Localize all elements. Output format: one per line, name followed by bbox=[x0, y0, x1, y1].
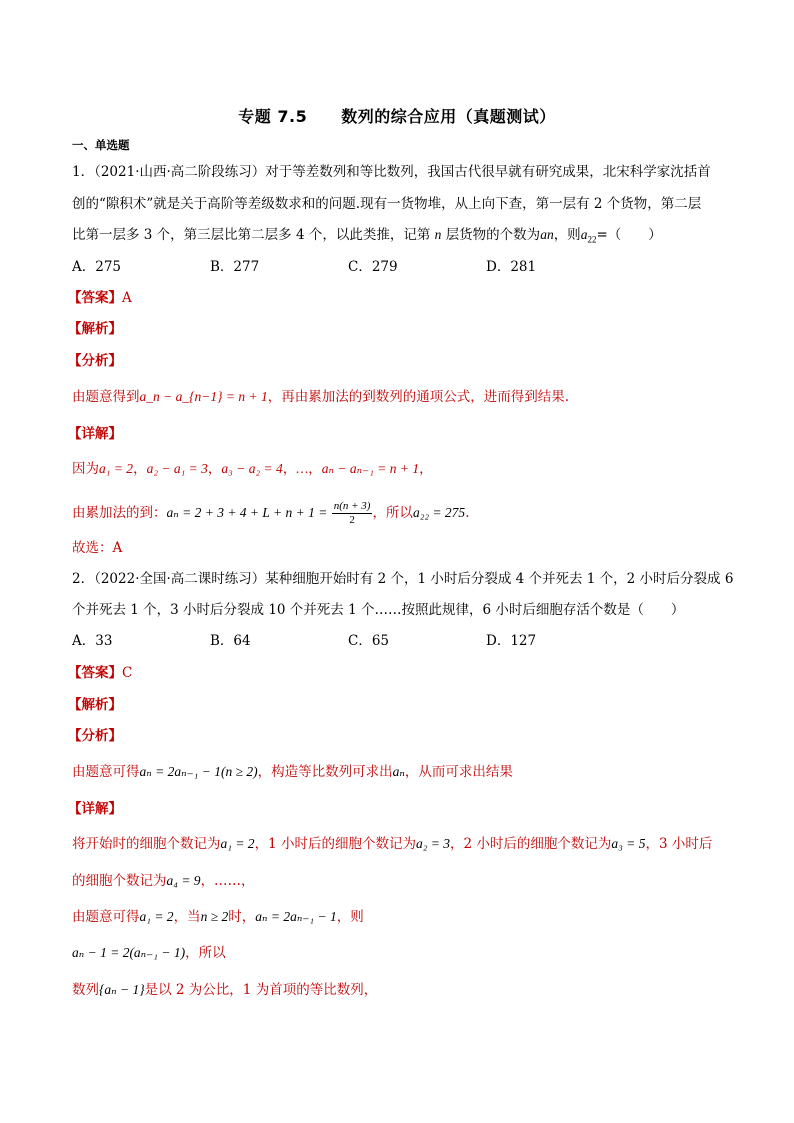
q2-choice-a: A．33 bbox=[72, 633, 113, 649]
q1-detail-label: 【详解】 bbox=[68, 426, 122, 442]
text: 因为 bbox=[72, 461, 99, 477]
q2-breakdown-text bbox=[72, 763, 513, 781]
q1-analysis-label: 【解析】 bbox=[68, 321, 122, 337]
q2-detail-label: 【详解】 bbox=[68, 801, 122, 817]
formula: n ≥ 2 bbox=[200, 909, 229, 924]
text: 由题意可得 bbox=[72, 764, 140, 780]
text: 由题意得到 bbox=[72, 389, 140, 405]
section-heading: 一、单选题 bbox=[72, 138, 130, 152]
q1-detail-line2: 由累加法的到：aₙ = 2 + 3 + 4 + L + n + 1 = $\frac{n(n + 3)}{2}$ ，所以a₂₂ = 275. bbox=[72, 500, 470, 526]
q2-stem-line1: 2．（2022·全国·高二课时练习）某种细胞开始时有 2 个，1 小时后分裂成 4 个并死去 1 个，2 小时后分裂成 6 bbox=[72, 571, 734, 587]
fraction bbox=[332, 500, 373, 527]
q1-text: 层货物的个数为 bbox=[445, 227, 541, 243]
q2-choice-c: C．65 bbox=[348, 633, 390, 649]
text: 时， bbox=[228, 909, 256, 925]
formula: a₄ = 9 bbox=[166, 873, 201, 888]
q1-stem-line3 bbox=[72, 226, 662, 249]
q2-detail-line2 bbox=[72, 872, 255, 890]
text: 由累加法的到： bbox=[72, 505, 167, 521]
formula: a₃ = 5 bbox=[611, 836, 646, 851]
q2-detail-line1 bbox=[72, 835, 712, 853]
formula: a₂ − a₁ = 3 bbox=[146, 461, 208, 476]
title-topic-name: 数列的综合应用（真题测试） bbox=[341, 107, 556, 126]
answer-value: C bbox=[122, 665, 133, 681]
formula: {aₙ − 1} bbox=[99, 982, 145, 997]
text: ，构造等比数列可求出 bbox=[257, 764, 393, 780]
q1-stem-line2: 创的“隙积术”就是关于高阶等差级数求和的问题.现有一货物堆，从上向下查，第一层有 2 个货物，第二层 bbox=[72, 196, 702, 212]
fraction-denominator: 2 bbox=[349, 514, 355, 526]
q2-stem-line2: 个并死去 1 个，3 小时后分裂成 10 个并死去 1 个……按照此规律，6 小时后细胞存活个数是（ ） bbox=[72, 602, 685, 618]
formula: a₁ = 2 bbox=[99, 461, 134, 476]
q1-choice-d: D．281 bbox=[486, 259, 537, 275]
text: ，3 小时后 bbox=[645, 836, 713, 852]
text: ，……， bbox=[200, 873, 255, 889]
q2-detail-line3 bbox=[72, 908, 364, 926]
text: 数列 bbox=[72, 982, 99, 998]
q1-choice-a: A．275 bbox=[72, 259, 122, 275]
text: ，再由累加法的到数列的通项公式，进而得到结果. bbox=[267, 389, 570, 405]
q2-analysis-label: 【解析】 bbox=[68, 697, 122, 713]
text: 的细胞个数记为 bbox=[72, 873, 167, 889]
text: 由题意可得 bbox=[72, 909, 140, 925]
text: 是以 2 为公比，1 为首项的等比数列， bbox=[144, 982, 378, 998]
q1-choice-c: C．279 bbox=[348, 259, 398, 275]
formula: aₙ − aₙ₋₁ = n + 1 bbox=[321, 461, 420, 476]
formula: aₙ = 2aₙ₋₁ − 1(n ≥ 2) bbox=[139, 764, 258, 779]
q1-text: 比第一层多 3 个，第三层比第二层多 4 个，以此类推，记第 bbox=[72, 227, 431, 243]
q2-detail-line4 bbox=[72, 944, 226, 962]
q2-breakdown-label: 【分析】 bbox=[68, 728, 122, 744]
q1-text: =（ ） bbox=[596, 227, 662, 243]
formula: … bbox=[296, 461, 309, 476]
q1-answer bbox=[68, 289, 132, 307]
text: ，所以 bbox=[185, 945, 226, 961]
q2-choice-d: D．127 bbox=[486, 633, 537, 649]
title-topic-number: 专题 7.5 bbox=[238, 107, 308, 126]
text: ，1 小时后的细胞个数记为 bbox=[254, 836, 416, 852]
text: ，则 bbox=[336, 909, 364, 925]
answer-label: 【答案】 bbox=[68, 665, 122, 681]
q1-var-an: an bbox=[540, 227, 554, 242]
q1-conclusion: 故选：A bbox=[72, 540, 123, 556]
answer-value: A bbox=[122, 290, 132, 306]
q1-var-n: n bbox=[434, 227, 442, 242]
formula: a₂₂ = 275 bbox=[412, 505, 466, 520]
answer-label: 【答案】 bbox=[68, 290, 122, 306]
q1-choice-b: B．277 bbox=[210, 259, 260, 275]
q1-var-a: a bbox=[580, 227, 588, 242]
q1-var-sub: 22 bbox=[587, 234, 597, 245]
formula: a_n − a_{n−1} = n + 1 bbox=[139, 389, 268, 404]
formula: a₁ = 2 bbox=[139, 909, 174, 924]
formula: a₁ = 2 bbox=[220, 836, 255, 851]
q1-stem-line1: 1．（2021·山西·高二阶段练习）对于等差数列和等比数列，我国古代很早就有研究成果，北宋科学家沈括首 bbox=[72, 164, 711, 180]
page-title bbox=[0, 104, 794, 127]
fraction-numerator: n(n + 3) bbox=[333, 500, 371, 512]
text: ，当 bbox=[173, 909, 201, 925]
q1-text: ，则 bbox=[553, 227, 581, 243]
formula: a₃ − a₂ = 4 bbox=[221, 461, 283, 476]
q2-choice-b: B．64 bbox=[210, 633, 251, 649]
q2-detail-line5 bbox=[72, 981, 377, 999]
text: ，2 小时后的细胞个数记为 bbox=[450, 836, 612, 852]
text: ，从而可求出结果 bbox=[404, 764, 513, 780]
formula: aₙ = 2aₙ₋₁ − 1 bbox=[255, 909, 337, 924]
q2-answer bbox=[68, 664, 132, 682]
q1-breakdown-text bbox=[72, 388, 569, 406]
q1-detail-line1: 因为a₁ = 2，a₂ − a₁ = 3，a₃ − a₂ = 4，…，aₙ − aₙ₋₁ = n + 1， bbox=[72, 461, 433, 477]
text: 将开始时的细胞个数记为 bbox=[72, 836, 221, 852]
q1-breakdown-label: 【分析】 bbox=[68, 353, 122, 369]
formula: aₙ bbox=[392, 764, 405, 779]
text: ，所以 bbox=[372, 505, 413, 521]
formula: aₙ − 1 = 2(aₙ₋₁ − 1) bbox=[72, 945, 186, 960]
formula: a₂ = 3 bbox=[415, 836, 451, 851]
formula: aₙ = 2 + 3 + 4 + L + n + 1 = bbox=[166, 505, 328, 520]
